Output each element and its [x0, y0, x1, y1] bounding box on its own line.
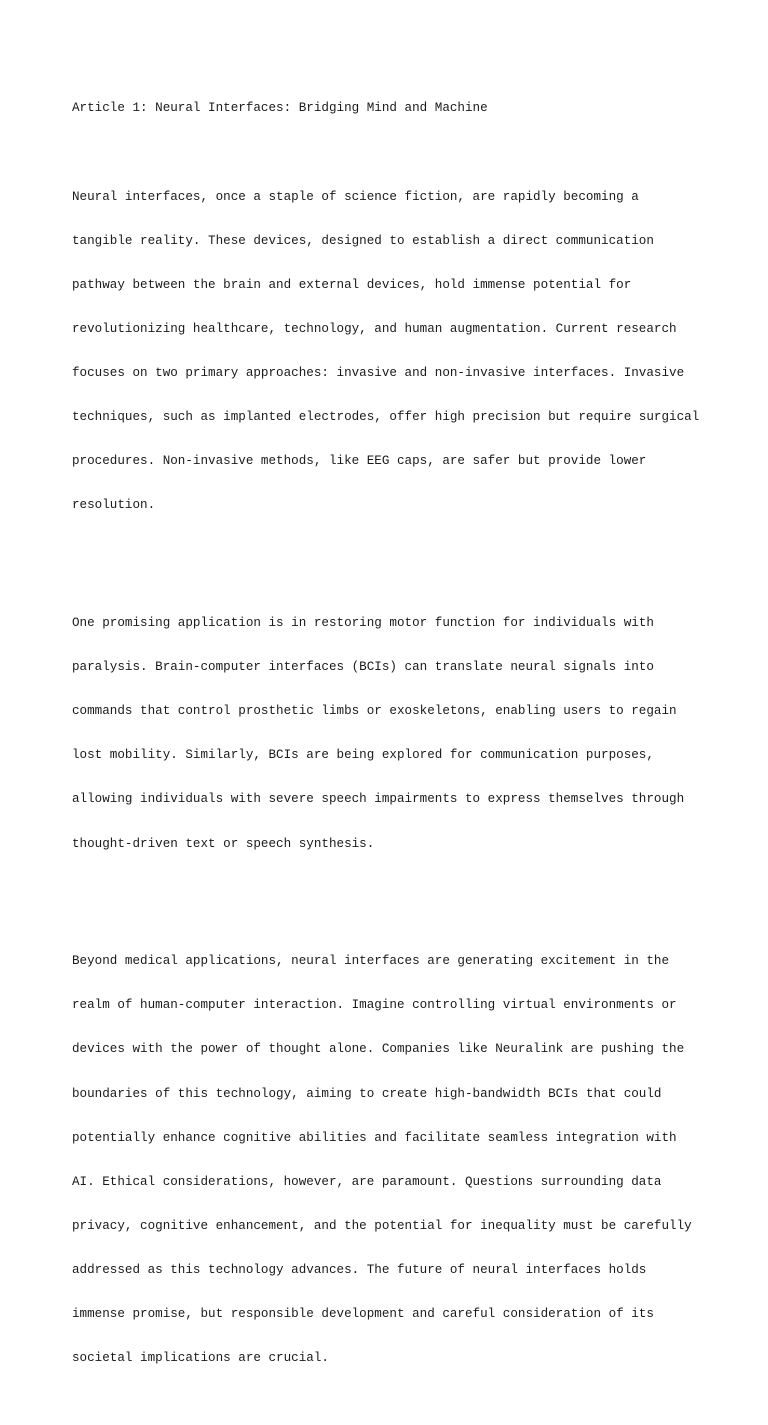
- paragraph-line: AI. Ethical considerations, however, are paramount. Questions surrounding data: [72, 1174, 662, 1189]
- article-title: Article 1: Neural Interfaces: Bridging Mind and Machine: [72, 101, 488, 116]
- paragraph-line: boundaries of this technology, aiming to create high-bandwidth BCIs that could: [72, 1086, 662, 1101]
- paragraph-line: Beyond medical applications, neural interfaces are generating excitement in the: [72, 954, 670, 969]
- paragraph-line: thought-driven text or speech synthesis.: [72, 836, 375, 851]
- paragraph-line: revolutionizing healthcare, technology, and human augmentation. Current research: [72, 321, 677, 336]
- paragraph-line: societal implications are crucial.: [72, 1351, 329, 1366]
- paragraph-line: addressed as this technology advances. The future of neural interfaces holds: [72, 1262, 647, 1277]
- paragraph-line: lost mobility. Similarly, BCIs are being explored for communication purposes,: [72, 748, 654, 763]
- paragraph-line: paralysis. Brain-computer interfaces (BCIs) can translate neural signals into: [72, 660, 654, 675]
- paragraph-line: techniques, such as implanted electrodes, offer high precision but require surgical: [72, 410, 700, 425]
- article-body: [72, 72, 712, 1425]
- paragraph-line: potentially enhance cognitive abilities and facilitate seamless integration with: [72, 1130, 677, 1145]
- paragraph-line: allowing individuals with severe speech impairments to express themselves through: [72, 792, 685, 807]
- paragraph-line: immense promise, but responsible development and careful consideration of its: [72, 1307, 654, 1322]
- paragraph-line: privacy, cognitive enhancement, and the potential for inequality must be carefully: [72, 1218, 692, 1233]
- paragraph-line: devices with the power of thought alone. Companies like Neuralink are pushing the: [72, 1042, 685, 1057]
- paragraph-2: [72, 587, 712, 881]
- paragraph-line: realm of human-computer interaction. Imagine controlling virtual environments or: [72, 998, 677, 1013]
- paragraph-line: tangible reality. These devices, designed to establish a direct communication: [72, 233, 654, 248]
- paragraph-line: One promising application is in restoring motor function for individuals with: [72, 616, 654, 631]
- paragraph-1: [72, 160, 712, 542]
- paragraph-line: Neural interfaces, once a staple of science fiction, are rapidly becoming a: [72, 189, 639, 204]
- paragraph-line: procedures. Non-invasive methods, like EEG caps, are safer but provide lower: [72, 454, 647, 469]
- paragraph-line: commands that control prosthetic limbs or exoskeletons, enabling users to regain: [72, 704, 677, 719]
- paragraph-line: pathway between the brain and external devices, hold immense potential for: [72, 277, 632, 292]
- paragraph-3: [72, 925, 712, 1396]
- paragraph-line: resolution.: [72, 498, 156, 513]
- paragraph-line: focuses on two primary approaches: invasive and non-invasive interfaces. Invasive: [72, 366, 685, 381]
